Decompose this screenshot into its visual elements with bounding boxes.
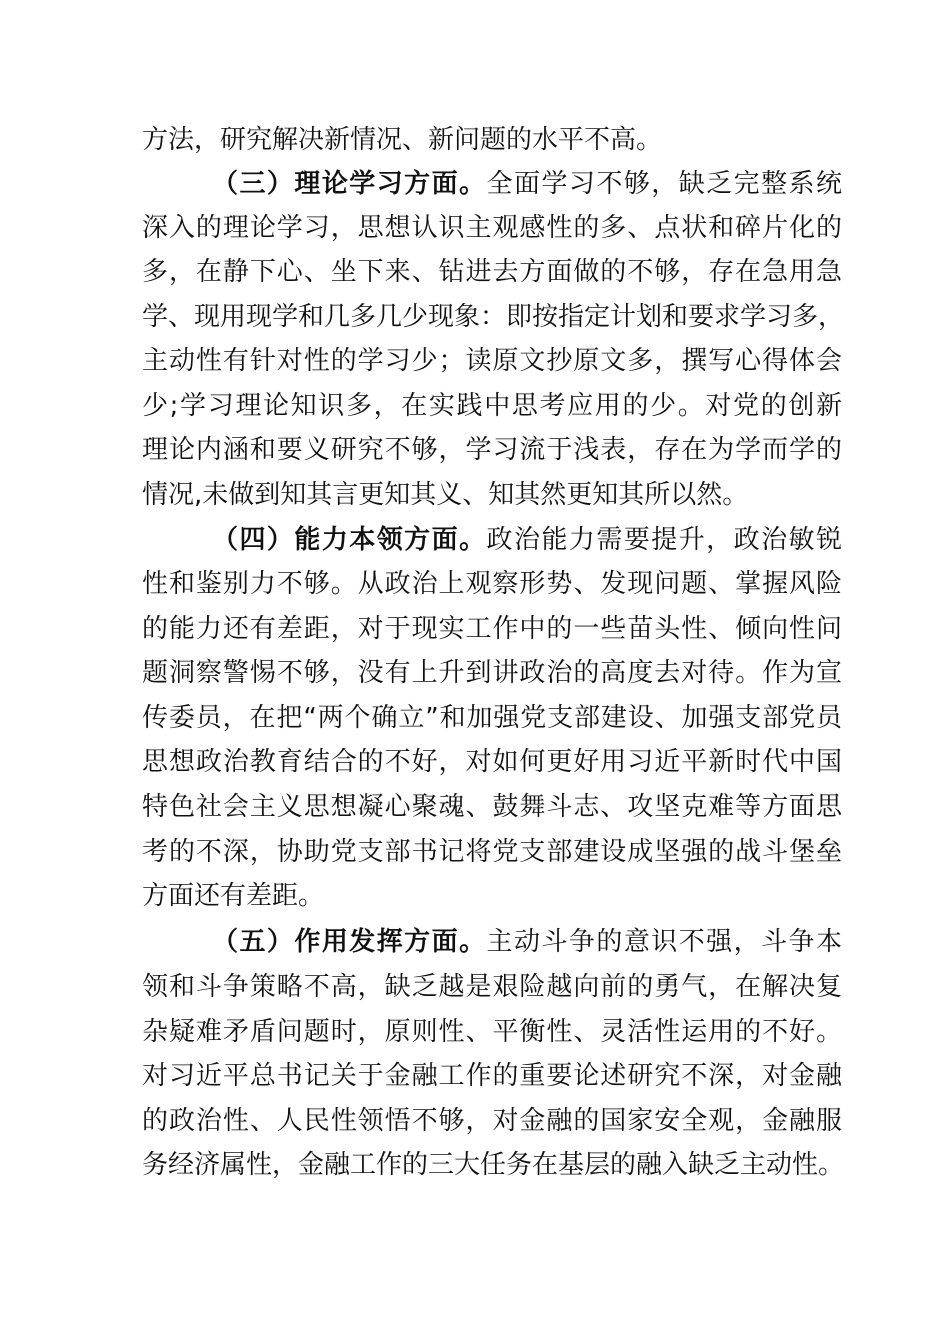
text-line: 多，在静下心、坐下来、钻进去方面做的不够，存在急用急 bbox=[142, 257, 842, 287]
text-line: 对习近平总书记关于金融工作的重要论述研究不深，对金融 bbox=[142, 1061, 842, 1091]
text-span: 主动斗争的意识不强，斗争本 bbox=[486, 927, 842, 957]
text-line: 杂疑难矛盾问题时，原则性、平衡性、灵活性运用的不好。 bbox=[142, 1017, 842, 1047]
paragraph-first-line bbox=[212, 162, 842, 206]
paragraph-first-line bbox=[212, 920, 842, 964]
text-line: 学、现用现学和几多几少现象：即按指定计划和要求学习多， bbox=[142, 302, 845, 332]
text-line: 思想政治教育结合的不好，对如何更好用习近平新时代中国 bbox=[142, 747, 842, 777]
text-line: 深入的理论学习，思想认识主观感性的多、点状和碎片化的 bbox=[142, 213, 842, 243]
text-span: 政治能力需要提升，政治敏锐 bbox=[486, 525, 842, 555]
text-line: 考的不深，协助党支部书记将党支部建设成坚强的战斗堡垒 bbox=[142, 837, 842, 867]
text-line: 领和斗争策略不高，缺乏越是艰险越向前的勇气，在解决复 bbox=[142, 972, 842, 1002]
text-line: 务经济属性，金融工作的三大任务在基层的融入缺乏主动性。 bbox=[142, 1150, 845, 1180]
text-span: 全面学习不够，缺乏完整系统 bbox=[486, 169, 842, 199]
text-line: 方法，研究解决新情况、新问题的水平不高。 bbox=[142, 125, 663, 155]
text-line: 特色社会主义思想凝心聚魂、鼓舞斗志、攻坚克难等方面思 bbox=[142, 792, 842, 822]
text-line: 情况,未做到知其言更知其义、知其然更知其所以然。 bbox=[142, 480, 749, 510]
text-line: 性和鉴别力不够。从政治上观察形势、发现问题、掌握风险 bbox=[142, 569, 842, 599]
text-line: 的政治性、人民性领悟不够，对金融的国家安全观，金融服 bbox=[142, 1106, 842, 1136]
text-line: 理论内涵和要义研究不够，学习流于浅表，存在为学而学的 bbox=[142, 435, 842, 465]
text-line: 方面还有差距。 bbox=[142, 881, 325, 911]
section-heading: （四）能力本领方面。 bbox=[212, 525, 487, 555]
text-line: 主动性有针对性的学习少；读原文抄原文多，撰写心得体会 bbox=[142, 346, 842, 376]
section-heading: （五）作用发挥方面。 bbox=[212, 927, 487, 957]
paragraph-first-line bbox=[212, 518, 842, 562]
section-heading: （三）理论学习方面。 bbox=[212, 169, 487, 199]
text-line: 的能力还有差距，对于现实工作中的一些苗头性、倾向性问 bbox=[142, 614, 842, 644]
text-line: 题洞察警惕不够，没有上升到讲政治的高度去对待。作为宣 bbox=[142, 658, 842, 688]
text-line: 传委员，在把“两个确立”和加强党支部建设、加强支部党员 bbox=[142, 703, 842, 733]
text-line: 少;学习理论知识多，在实践中思考应用的少。对党的创新 bbox=[142, 391, 842, 421]
